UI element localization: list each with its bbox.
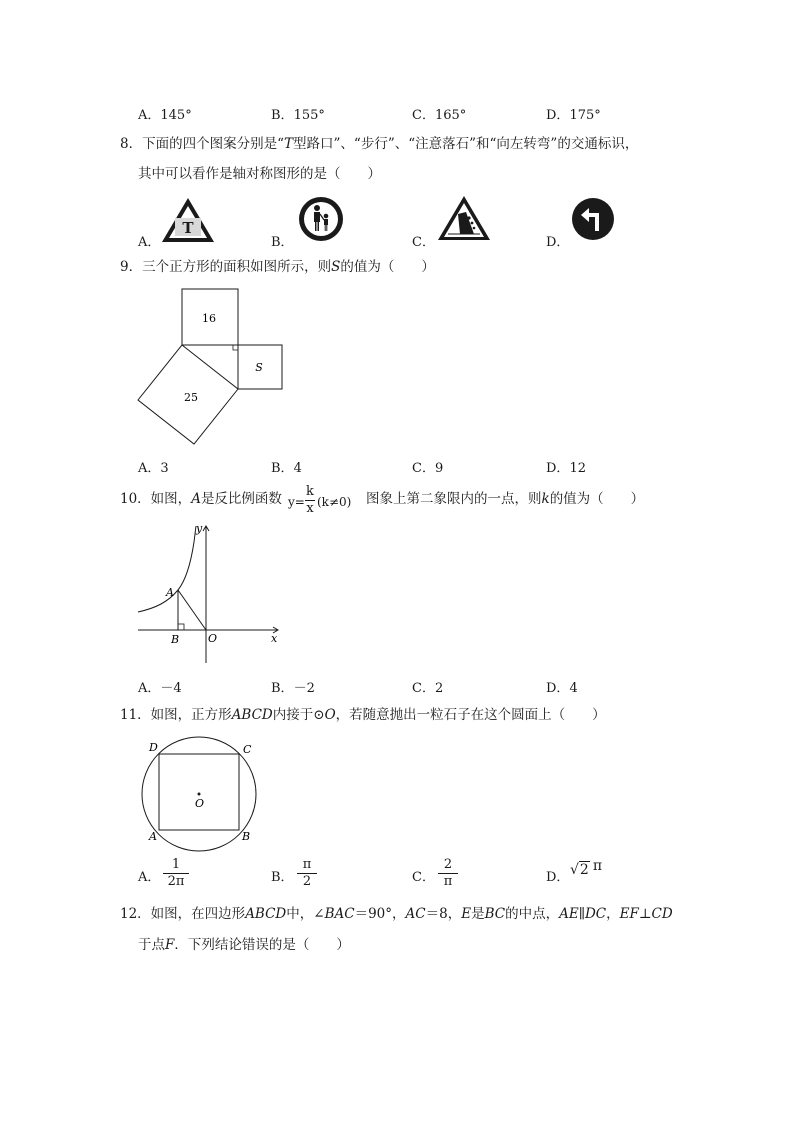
q11-option-d-radical xyxy=(570,858,603,878)
q10-hyperbola-figure xyxy=(132,520,284,666)
turn-left-sign-icon xyxy=(571,197,615,241)
option-value: 145° xyxy=(160,108,192,123)
q11-option-a-letter[interactable]: A． xyxy=(138,870,161,885)
q12-stem-line2: 于点F．下列结论错误的是（ ） xyxy=(138,937,350,953)
t-sign-letter: T xyxy=(182,219,194,237)
option-letter: D． xyxy=(546,108,570,123)
q7-option-a[interactable] xyxy=(138,104,192,123)
radicand: 2 xyxy=(579,862,589,878)
q10-stem-part2: 图象上第二象限内的一点，则k的值为（ ） xyxy=(366,491,645,507)
t-junction-sign-icon xyxy=(160,196,216,244)
q9-option-b[interactable]: B．4 xyxy=(271,461,302,476)
label-s: S xyxy=(255,361,263,374)
label-16: 16 xyxy=(202,312,216,325)
sqrt-sign-icon: √ xyxy=(570,862,579,878)
q9-option-a[interactable]: A．3 xyxy=(138,461,169,476)
q8-stem-line1: 8．下面的四个图案分别是“T型路口”、“步行”、“注意落石”和“向左转弯”的交通标识， xyxy=(120,136,639,152)
vertex-b-label: B xyxy=(242,830,251,843)
q9-option-d[interactable]: D．12 xyxy=(546,461,586,476)
vertex-a-label: A xyxy=(149,830,157,843)
q11-option-a-fraction: 1 2π xyxy=(163,858,189,889)
pi-symbol: π xyxy=(592,858,603,874)
q10-func-lhs: y= xyxy=(288,495,305,509)
label-25: 25 xyxy=(184,391,198,404)
y-axis-label: y xyxy=(196,522,203,535)
x-axis-label: x xyxy=(271,632,278,645)
square-abcd xyxy=(159,754,239,830)
q11-option-c-fraction: 2 π xyxy=(438,858,458,889)
point-b-label: B xyxy=(171,633,180,646)
option-letter: A． xyxy=(138,108,161,123)
option-letter: B． xyxy=(271,108,294,123)
q11-option-d-letter[interactable]: D． xyxy=(546,870,570,885)
q11-option-b-fraction: π 2 xyxy=(297,858,317,889)
q10-stem-part1: 10．如图，A是反比例函数 xyxy=(120,491,282,507)
q9-squares-figure xyxy=(130,282,300,448)
point-a-label: A xyxy=(166,586,174,599)
q7-option-d[interactable] xyxy=(546,104,601,123)
q10-func-fraction: k x xyxy=(306,484,314,516)
q11-option-b-letter[interactable]: B． xyxy=(271,870,294,885)
falling-rocks-sign-icon xyxy=(436,194,492,242)
q11-option-c-letter[interactable]: C． xyxy=(412,870,435,885)
q9-option-c[interactable]: C．9 xyxy=(412,461,444,476)
q8-option-c-letter[interactable]: C． xyxy=(412,235,435,250)
option-value: 175° xyxy=(569,108,601,123)
q10-option-d[interactable]: D．4 xyxy=(546,681,578,696)
q11-stem: 11．如图，正方形ABCD内接于⊙O，若随意抛出一粒石子在这个圆面上（ ） xyxy=(120,707,606,723)
option-letter: C． xyxy=(412,108,435,123)
center-point xyxy=(198,793,201,796)
option-value: 155° xyxy=(293,108,325,123)
pedestrian-sign-icon xyxy=(298,196,344,242)
q8-stem-line2: 其中可以看作是轴对称图形的是（ ） xyxy=(138,166,381,182)
q8-option-d-letter[interactable]: D． xyxy=(546,235,570,250)
q8-option-a-letter[interactable]: A． xyxy=(138,235,161,250)
q10-option-b[interactable]: B．－2 xyxy=(271,681,315,696)
q10-option-a[interactable]: A．－4 xyxy=(138,681,182,696)
q9-stem: 9．三个正方形的面积如图所示，则S的值为（ ） xyxy=(120,259,435,275)
origin-label: O xyxy=(208,632,218,645)
q10-option-c[interactable]: C．2 xyxy=(412,681,444,696)
center-label: O xyxy=(195,797,205,810)
vertex-d-label: D xyxy=(149,741,158,754)
q7-option-c[interactable] xyxy=(412,104,466,123)
q12-stem-line1: 12．如图，在四边形ABCD中，∠BAC＝90°，AC＝8，E是BC的中点，AE∥DC，EF⊥CD xyxy=(120,906,673,922)
q7-option-b[interactable] xyxy=(271,104,325,123)
q8-option-b-letter[interactable]: B． xyxy=(271,235,294,250)
q10-func-condition: (k≠0) xyxy=(317,495,352,509)
option-value: 165° xyxy=(434,108,467,123)
hyperbola-curve xyxy=(138,526,196,612)
q11-circle-square-figure xyxy=(136,736,266,856)
vertex-c-label: C xyxy=(243,743,252,756)
